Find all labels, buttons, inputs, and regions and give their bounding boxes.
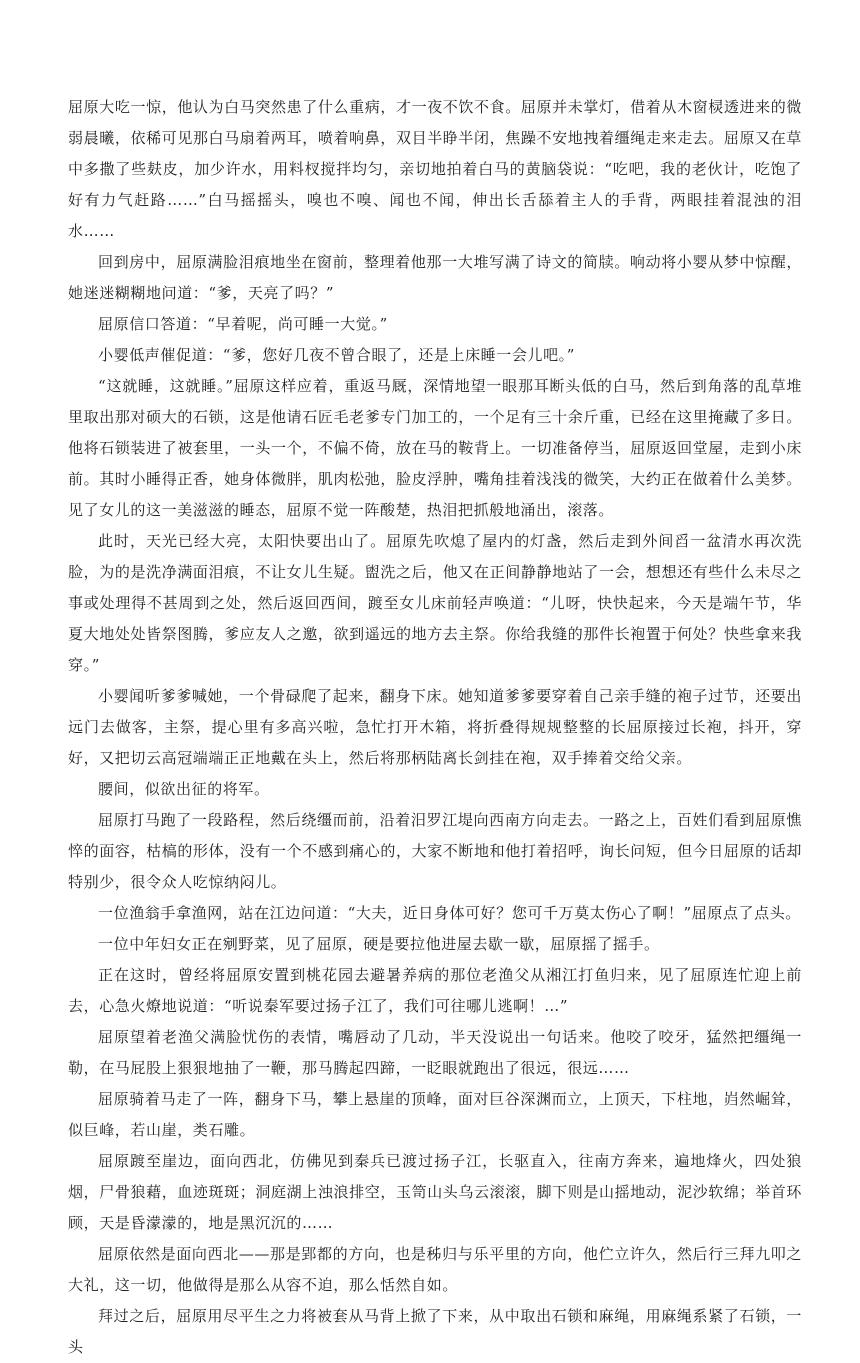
- paragraph-6: 此时，天光已经大亮，太阳快要出山了。屈原先吹熄了屋内的灯盏，然后走到外间舀一盆清水再次洗脸，为的是洗净满面泪痕，不让女儿生疑。盥洗之后，他又在正间静静地站了一会，想想还有些什么未尽之事或处理得不甚周到之处，然后返回西间，踱至女儿床前轻声唤道：“儿呀，快快起来，今天是端午节，华夏大地处处皆祭图腾，爹应友人之邀，欲到遥远的地方去主祭。你给我缝的那件长袍置于何处？快些拿来我穿。”: [68, 532, 802, 674]
- paragraph-13: 屈原望着老渔父满脸忧伤的表情，嘴唇动了几动，半天没说出一句话来。他咬了咬牙，猛然把缰绳一勒，在马屁股上狠狠地抽了一鞭，那马腾起四蹄，一眨眼就跑出了很远，很远……: [68, 1028, 802, 1077]
- paragraph-4: 小婴低声催促道：“爹，您好几夜不曾合眼了，还是上床睡一会儿吧。”: [98, 346, 576, 364]
- paragraph-1: 屈原大吃一惊，他认为白马突然患了什么重病，才一夜不饮不食。屈原并未掌灯，借着从木窗棂透进来的微弱晨曦，依稀可见那白马扇着两耳，喷着响鼻，双目半睁半闭，焦躁不安地拽着缰绳走来走去。屈原又在草中多撒了些麸皮，加少许水，用料杈搅拌均匀，亲切地拍着白马的黄脑袋说：“吃吧，我的老伙计，吃饱了好有力气赶路……”白马摇摇头，嗅也不嗅、闻也不闻，伸出长舌舔着主人的手背，两眼挂着混浊的泪水……: [68, 98, 802, 240]
- paragraph-14: 屈原骑着马走了一阵，翻身下马，攀上悬崖的顶峰，面对巨谷深渊而立，上顶天，下柱地，岿然崛耸，似巨峰，若山崖，类石雕。: [68, 1090, 802, 1139]
- paragraph-8: 腰间，似欲出征的将军。: [98, 780, 270, 798]
- paragraph-12: 正在这时，曾经将屈原安置到桃花园去避暑养病的那位老渔父从湘江打鱼归来，见了屈原连忙迎上前去，心急火燎地说道：“听说秦军要过扬子江了，我们可往哪儿逃啊！…”: [68, 966, 802, 1015]
- paragraph-3: 屈原信口答道：“早着呢，尚可睡一大觉。”: [98, 315, 388, 333]
- paragraph-15: 屈原踱至崖边，面向西北，仿佛见到秦兵已渡过扬子江，长驱直入，往南方奔来，遍地烽火，四处狼烟，尸骨狼藉，血迹斑斑；洞庭湖上浊浪排空，玉笥山头乌云滚滚，脚下则是山摇地动，泥沙软绵；举首环顾，天是昏濛濛的，地是黑沉沉的……: [68, 1152, 802, 1232]
- paragraph-17: 拜过之后，屈原用尽平生之力将被套从马背上掀了下来，从中取出石锁和麻绳，用麻绳系紧了石锁，一头: [68, 1307, 802, 1356]
- paragraph-11: 一位中年妇女正在剜野菜，见了屈原，硬是要拉他进屋去歇一歇，屈原摇了摇手。: [98, 935, 660, 953]
- paragraph-9: 屈原打马跑了一段路程，然后绕缰而前，沿着汨罗江堤向西南方向走去。一路之上，百姓们看到屈原憔悴的面容，枯槁的形体，没有一个不感到痛心的，大家不断地和他打着招呼，询长问短，但今日屈原的话却特别少，很令众人吃惊纳闷儿。: [68, 811, 802, 891]
- paragraph-10: 一位渔翁手拿渔网，站在江边问道：“大夫，近日身体可好？您可千万莫太伤心了啊！”屈原点了点头。: [98, 904, 801, 922]
- paragraph-2: 回到房中，屈原满脸泪痕地坐在窗前，整理着他那一大堆写满了诗文的简牍。响动将小婴从梦中惊醒，她迷迷糊糊地问道：“爹，天亮了吗？”: [68, 253, 802, 302]
- paragraph-5: “这就睡，这就睡。”屈原这样应着，重返马厩，深情地望一眼那耳断头低的白马，然后到角落的乱草堆里取出那对硕大的石锁，这是他请石匠毛老爹专门加工的，一个足有三十余斤重，已经在这里掩藏了多日。他将石锁装进了被套里，一头一个，不偏不倚，放在马的鞍背上。一切准备停当，屈原返回堂屋，走到小床前。其时小睡得正香，她身体微胖，肌肉松弛，脸皮浮肿，嘴角挂着浅浅的微笑，大约正在做着什么美梦。见了女儿的这一美滋滋的睡态，屈原不觉一阵酸楚，热泪把抓般地涌出，滚落。: [68, 377, 802, 519]
- document-body: [68, 92, 802, 1363]
- paragraph-7: 小婴闻听爹爹喊她，一个骨碌爬了起来，翻身下床。她知道爹爹要穿着自己亲手缝的袍子过节，还要出远门去做客，主祭，提心里有多高兴啦，急忙打开木箱，将折叠得规规整整的长屈原接过长袍，抖开，穿好，又把切云高冠端端正正地戴在头上，然后将那柄陆离长剑挂在袍，双手捧着交给父亲。: [68, 687, 802, 767]
- paragraph-16: 屈原依然是面向西北——那是郢都的方向，也是秭归与乐平里的方向，他伫立许久，然后行三拜九叩之大礼，这一切，他做得是那么从容不迫，那么恬然自如。: [68, 1245, 802, 1294]
